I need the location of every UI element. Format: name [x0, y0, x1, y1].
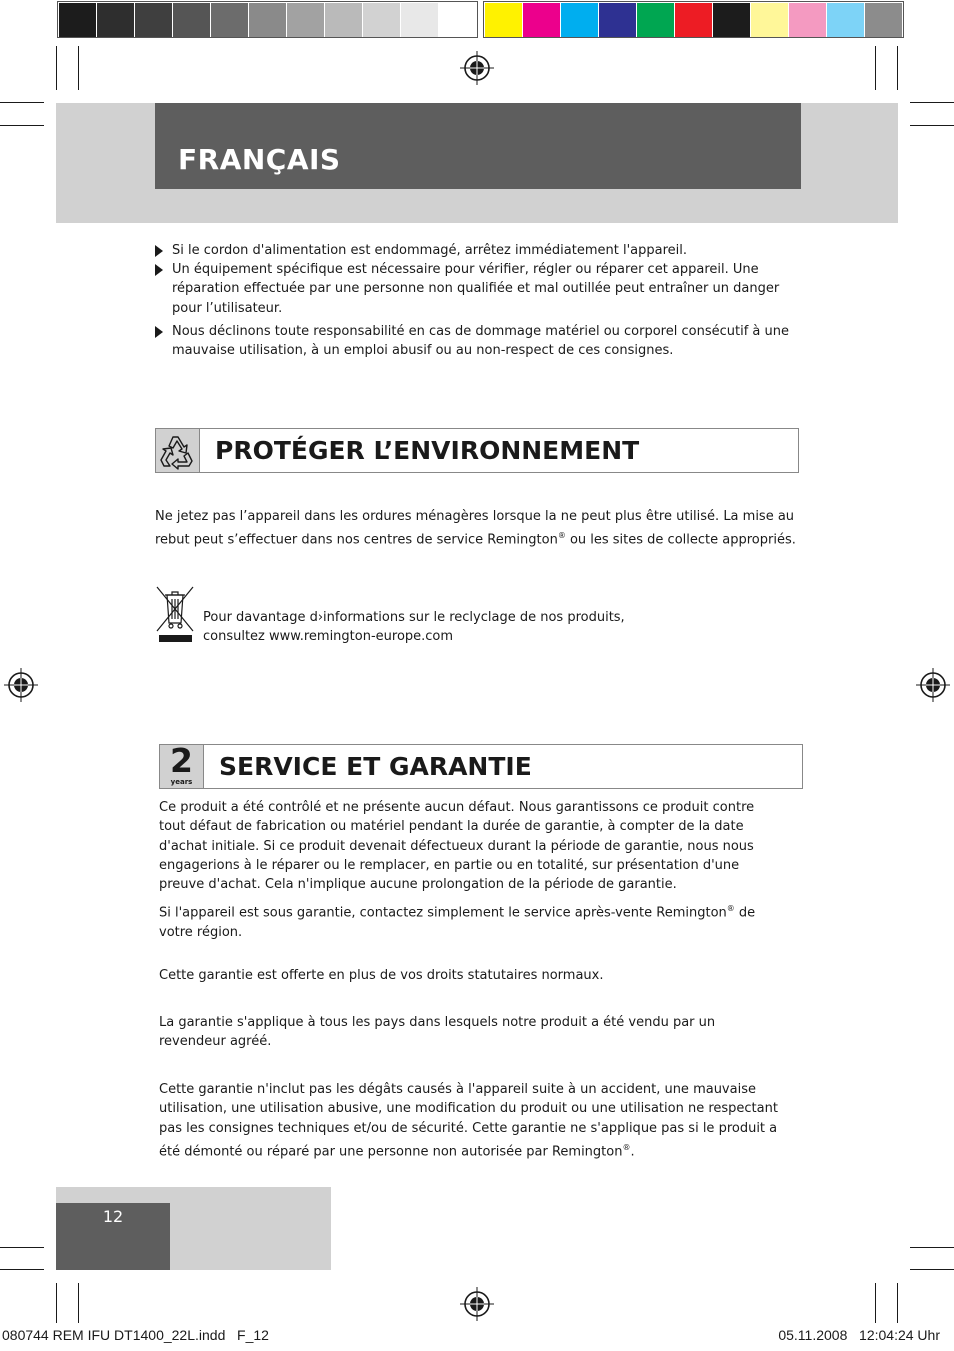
registration-mark-right — [916, 668, 950, 702]
warranty-paragraph: Si l'appareil est sous garantie, contactez simplement le service après-vente Remington® de votre région. — [159, 904, 756, 940]
registration-mark-bottom — [460, 1287, 494, 1321]
crop-mark — [875, 46, 876, 90]
warranty-paragraph: Cette garantie est offerte en plus de vos droits statutaires normaux. — [159, 968, 604, 983]
gray-scale-swatch — [173, 3, 210, 37]
registration-mark-left — [4, 668, 38, 702]
color-patch-swatch — [827, 3, 864, 37]
list-item-text: Si le cordon d'alimentation est endommagé, arrêtez immédiatement l'appareil. — [172, 243, 688, 258]
section-title: SERVICE ET GARANTIE — [219, 752, 532, 781]
color-patch-swatch — [751, 3, 788, 37]
section-header-environment — [155, 428, 799, 473]
warranty-years-badge — [160, 741, 204, 788]
crop-mark — [0, 125, 44, 126]
badge-label: years — [170, 778, 193, 786]
gray-scale-swatch — [97, 3, 134, 37]
section-header-warranty — [159, 741, 803, 789]
gray-scale-swatch — [363, 3, 400, 37]
bullet-arrow-icon — [155, 264, 163, 276]
gray-scale-swatch — [135, 3, 172, 37]
badge-number: 2 — [170, 741, 193, 780]
list-item — [155, 260, 795, 318]
recycling-info-line: Pour davantage d›informations sur le reclyclage de nos produits, — [203, 610, 625, 625]
list-item — [155, 241, 795, 260]
registration-mark-top — [460, 51, 494, 85]
list-item-text: Un équipement spécifique est nécessaire pour vérifier, régler ou réparer cet appareil. Une réparation effectuée par une personne non qualifiée et mal outillée peut entraîner un danger pour l’utilisateur. — [172, 262, 780, 316]
crop-mark — [910, 1269, 954, 1270]
color-patch-swatch — [599, 3, 636, 37]
crop-mark — [897, 1283, 898, 1323]
color-patch-swatch — [523, 3, 560, 37]
color-patch-swatch — [637, 3, 674, 37]
color-patch-swatch — [713, 3, 750, 37]
crop-mark — [78, 46, 79, 90]
gray-scale-swatch — [249, 3, 286, 37]
crop-mark — [56, 1283, 57, 1323]
section-title: PROTÉGER L’ENVIRONNEMENT — [215, 436, 640, 465]
print-slug-file: 080744 REM IFU DT1400_22L.indd F_12 — [2, 1327, 269, 1343]
crop-mark — [78, 1283, 79, 1323]
warranty-paragraph: Cette garantie n'inclut pas les dégâts causés à l'appareil suite à un accident, une mauvaise utilisation, une utilisation abusive, une modification du produit ou une utilisation ne respectant pas les consignes techniques et/ou de sécurité. Cette garantie ne s'applique pas si le produit a été démonté ou réparé par une personne non autorisée par Remington®. — [159, 1082, 778, 1160]
crop-mark — [910, 1247, 954, 1248]
bullet-arrow-icon — [155, 245, 163, 257]
color-patch-swatch — [675, 3, 712, 37]
environment-paragraph: Ne jetez pas l’appareil dans les ordures ménagères lorsque la ne peut plus être utilisé. La mise au rebut peut s’effectuer dans nos centres de service Remington® ou les sites de collecte appropriés. — [155, 509, 796, 548]
color-patch-swatch — [485, 3, 522, 37]
gray-scale-swatch — [59, 3, 96, 37]
warranty-paragraph: La garantie s'applique à tous les pays dans lesquels notre produit a été vendu par un revendeur agréé. — [159, 1015, 716, 1050]
recycling-info-line: consultez www.remington-europe.com — [203, 629, 454, 644]
color-patch-swatch — [789, 3, 826, 37]
gray-scale-swatch — [287, 3, 324, 37]
crop-mark — [0, 1247, 44, 1248]
list-item-text: Nous déclinons toute responsabilité en cas de dommage matériel ou corporel consécutif à une mauvaise utilisation, à un emploi abusif ou au non-respect de ces consignes. — [172, 324, 789, 359]
crop-mark — [0, 102, 44, 103]
crop-mark — [910, 125, 954, 126]
gray-scale-swatch — [401, 3, 438, 37]
crop-mark — [897, 46, 898, 90]
crossed-bin-icon — [154, 585, 196, 645]
page-number: 12 — [102, 1207, 124, 1226]
warranty-paragraph: Ce produit a été contrôlé et ne présente aucun défaut. Nous garantissons ce produit contre tout défaut de fabrication ou matériel pendant la durée de garantie, à compter de la date d'achat initiale. Si ce produit devenait défectueux durant la période de garantie, nous nous engagerions à le réparer ou le remplacer, en partie ou en totalité, sur présentation d'une preuve d'achat. Cela n'implique aucune prolongation de la période de garantie. — [159, 800, 755, 893]
crop-mark — [910, 102, 954, 103]
gray-scale-swatch — [439, 3, 476, 37]
crop-mark — [0, 1269, 44, 1270]
gray-scale-swatch — [325, 3, 362, 37]
crop-mark — [875, 1283, 876, 1323]
gray-scale-swatch — [211, 3, 248, 37]
color-patch-swatch — [561, 3, 598, 37]
print-slug-date: 05.11.2008 12:04:24 Uhr — [778, 1327, 940, 1343]
list-item — [155, 322, 795, 361]
color-patch-swatch — [865, 3, 902, 37]
page-title: FRANÇAIS — [178, 143, 341, 176]
recycle-icon — [156, 429, 200, 472]
bullet-arrow-icon — [155, 326, 163, 338]
crop-mark — [56, 46, 57, 90]
